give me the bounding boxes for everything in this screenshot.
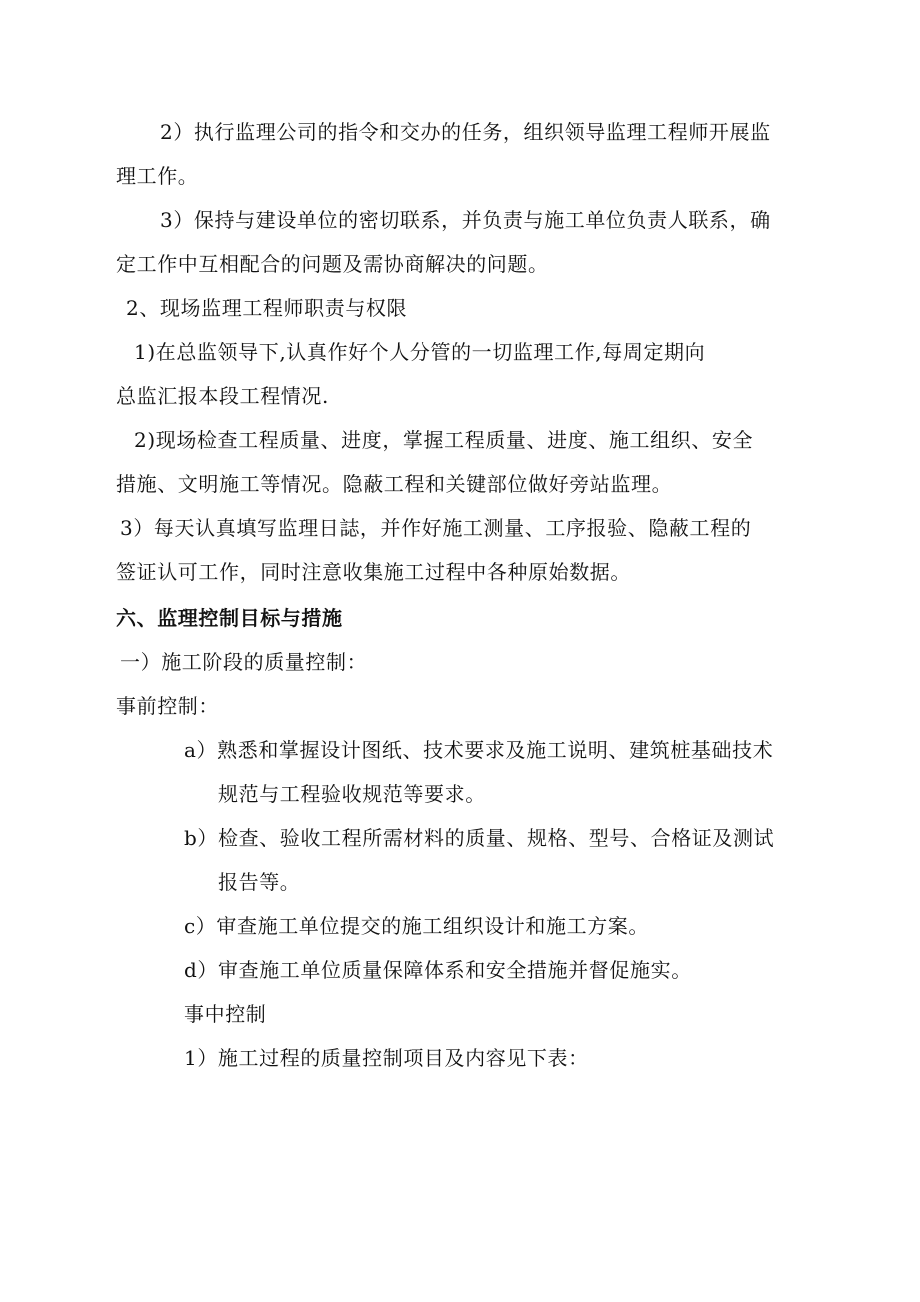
text-line: 1)在总监领导下,认真作好个人分管的一切监理工作,每周定期向 [134,340,706,364]
text-line: 3）保持与建设单位的密切联系，并负责与施工单位负责人联系，确 [160,208,771,232]
list-item: b）检查、验收工程所需材料的质量、规格、型号、合格证及测试 [184,826,775,850]
text-line: 理工作。 [116,164,199,188]
text-line: 3）每天认真填写监理日誌，并作好施工测量、工序报验、隐蔽工程的 [120,516,752,540]
text-line: 事前控制： [116,694,219,718]
list-item: c）审查施工单位提交的施工组织设计和施工方案。 [184,914,650,938]
text-line: 事中控制 [184,1002,267,1026]
text-line: 定工作中互相配合的问题及需协商解决的问题。 [116,252,549,276]
subsection-heading: 一）施工阶段的质量控制： [120,650,368,674]
text-line: 2)现场检查工程质量、进度，掌握工程质量、进度、施工组织、安全 [134,428,754,452]
list-item-continuation: 规范与工程验收规范等要求。 [218,782,486,806]
text-line: 总监汇报本段工程情况. [116,384,329,408]
text-line: 签证认可工作，同时注意收集施工过程中各种原始数据。 [116,560,631,584]
chapter-heading: 六、监理控制目标与措施 [116,606,343,630]
list-item: d）审查施工单位质量保障体系和安全措施并督促施实。 [184,958,692,982]
text-line: 1）施工过程的质量控制项目及内容见下表： [184,1046,589,1070]
text-line: 2）执行监理公司的指令和交办的任务，组织领导监理工程师开展监 [160,120,771,144]
section-heading: 2、现场监理工程师职责与权限 [126,296,408,320]
text-line: 措施、文明施工等情况。隐蔽工程和关键部位做好旁站监理。 [116,472,673,496]
list-item-continuation: 报告等。 [218,870,301,894]
list-item: a）熟悉和掌握设计图纸、技术要求及施工说明、建筑桩基础技术 [184,738,774,762]
